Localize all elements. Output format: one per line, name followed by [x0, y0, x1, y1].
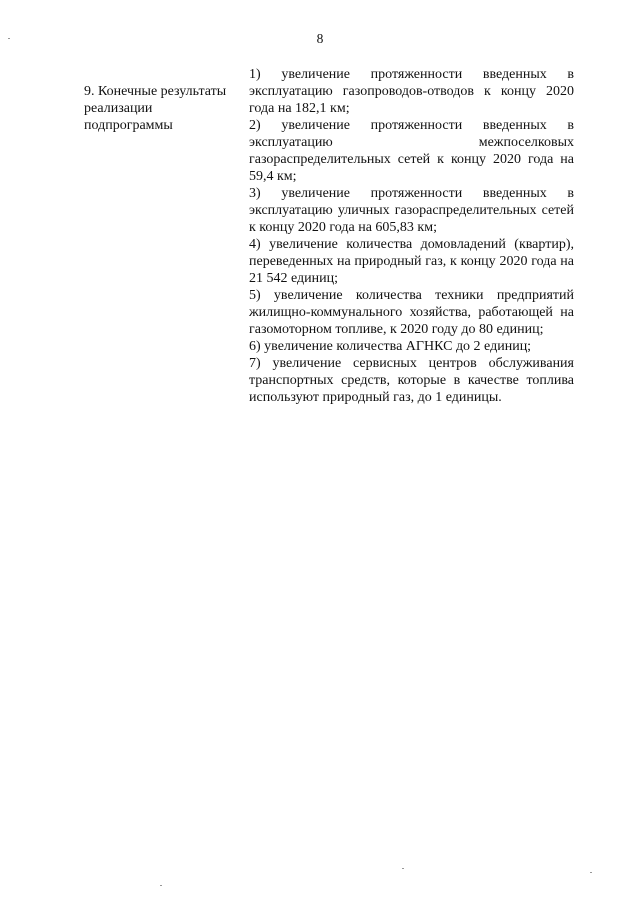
result-item-7: 7) увеличение сервисных центров обслуживания транспортных средств, которые в качестве топлива используют природный газ, до 1 единицы.: [249, 356, 574, 405]
result-item-2: 2) увеличение протяженности введенных в эксплуатацию межпоселковых газораспределительных сетей к концу 2020 года на 59,4 км;: [249, 118, 574, 184]
scan-speck: [402, 868, 404, 869]
row-label-line: подпрограммы: [84, 118, 173, 133]
result-item-6: 6) увеличение количества АГНКС до 2 единиц;: [249, 339, 532, 354]
result-item-1: 1) увеличение протяженности введенных в эксплуатацию газопроводов-отводов к концу 2020 года на 182,1 км;: [249, 67, 574, 116]
page-number: 8: [316, 31, 324, 46]
scan-speck: [160, 885, 162, 886]
row-label-line: 9. Конечные результаты: [84, 84, 227, 99]
scan-speck: [590, 872, 592, 873]
result-item-5: 5) увеличение количества техники предприятий жилищно-коммунального хозяйства, работающей на газомоторном топливе, к 2020 году до 80 единиц;: [249, 288, 574, 337]
results-list: [249, 66, 574, 406]
row-label: [84, 83, 244, 134]
result-item-4: 4) увеличение количества домовладений (квартир), переведенных на природный газ, к концу 2020 года на 21 542 единиц;: [249, 237, 574, 286]
scan-speck: [8, 38, 10, 39]
row-label-line: реализации: [84, 101, 153, 116]
result-item-3: 3) увеличение протяженности введенных в эксплуатацию уличных газораспределительных сетей к концу 2020 года на 605,83 км;: [249, 186, 574, 235]
